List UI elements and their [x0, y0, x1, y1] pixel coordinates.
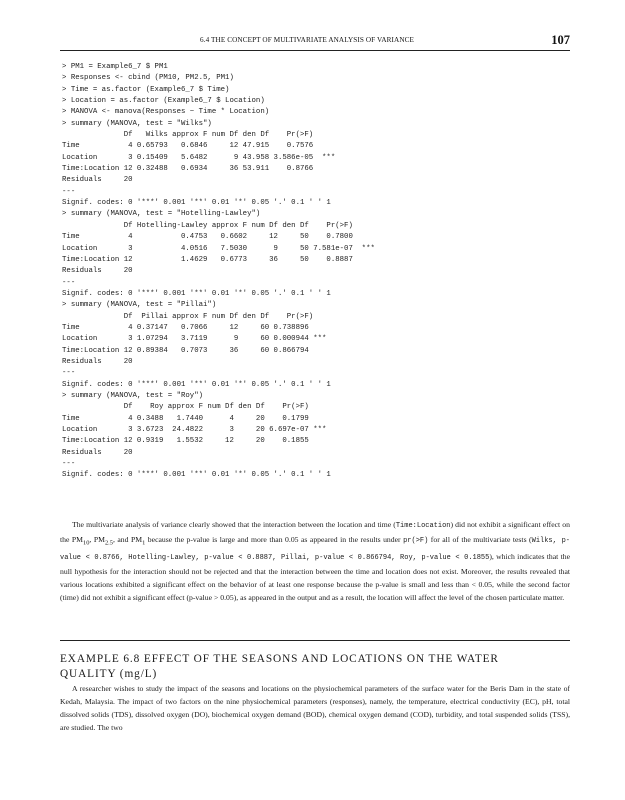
code-line: > Location = as.factor (Example6_7 $ Location)	[62, 97, 265, 106]
code-line: Time:Location 12 0.89384 0.7073 36 60 0.866794	[62, 346, 309, 355]
code-line: Time 4 0.3488 1.7440 4 20 0.1799	[62, 414, 309, 423]
page-number: 107	[551, 33, 570, 47]
code-line: Residuals 20	[62, 176, 133, 185]
code-line: ---	[62, 369, 76, 378]
code-line: Location 3 0.15409 5.6482 9 43.958 3.586e-05 ***	[62, 153, 336, 162]
code-line: > summary (MANOVA, test = "Roy")	[62, 391, 204, 400]
code-line: > Responses <- cbind (PM10, PM2.5, PM1)	[62, 74, 234, 83]
code-line: Location 3 1.07294 3.7119 9 60 0.000944 ***	[62, 335, 327, 344]
code-line: Time:Location 12 0.32488 0.6934 36 53.911 0.8766	[62, 165, 314, 174]
code-line: Signif. codes: 0 '***' 0.001 '**' 0.01 '*' 0.05 '.' 0.1 ' ' 1	[62, 289, 331, 298]
example-paragraph: A researcher wishes to study the impact of the seasons and locations on the physiochemical parameters of the surface water for the Beris Dam in the state of Kedah, Malaysia. The impact of two factors on the nine physiochemical parameters (responses), namely, the temperature, electrical conductivity (EC), pH, total dissolved solids (TDS), dissolved oxygen (DO), biochemical oxygen demand (BOD), chemical oxygen demand (COD), turbidity, and total suspended solids (TSS), are studied. The two	[60, 684, 570, 732]
example-heading	[60, 652, 570, 681]
code-line: Signif. codes: 0 '***' 0.001 '**' 0.01 '*' 0.05 '.' 0.1 ' ' 1	[62, 199, 331, 208]
example-heading-line2: QUALITY (mg/L)	[60, 667, 158, 680]
code-line: Residuals 20	[62, 357, 133, 366]
discussion-paragraph: The multivariate analysis of variance clearly showed that the interaction between the location and time (Time:Location) did not exhibit a significant effect on the $PM_{10}$, $PM_{2.5}$, and $PM_1$ because the p-value is large and more than 0.05 as appeared in the results under pr(>F) for all of the multivariate tests (Wilks, p-value < 0.8766, Hotelling-Lawley, p-value < 0.8887, Pillai, p-value < 0.866794, Roy, p-value < 0.1855), which indicates that the null hypothesis for the interaction should not be rejected and that the interaction between the time and location does not exist. Moreover, the results revealed that various locations exhibited a significant effect on the behavior of at least one response because the p-value is small and less than < 0.05, while the second factor (time) did not exhibit a significant effect (p-value > 0.05), as appeared in the output and as a result, the location will affect the level of the chosen particulate matter.	[60, 520, 571, 602]
code-line: > summary (MANOVA, test = "Hotelling-Lawley")	[62, 210, 261, 219]
page-header	[60, 33, 570, 49]
code-line: ---	[62, 460, 76, 469]
r-code-output	[62, 62, 572, 482]
code-line: Time 4 0.37147 0.7066 12 60 0.738896	[62, 323, 309, 332]
code-line: > Time = as.factor (Example6_7 $ Time)	[62, 85, 230, 94]
code-line: Df Hotelling-Lawley approx F num Df den Df Pr(>F)	[62, 221, 353, 230]
code-line: Df Wilks approx F num Df den Df Pr(>F)	[62, 131, 314, 140]
code-line: ---	[62, 187, 76, 196]
section-rule	[60, 640, 570, 641]
code-line: Time:Location 12 1.4629 0.6773 36 50 0.8887	[62, 255, 353, 264]
example-heading-line1: EXAMPLE 6.8 EFFECT OF THE SEASONS AND LOCATIONS ON THE WATER	[60, 653, 499, 665]
code-line: Signif. codes: 0 '***' 0.001 '**' 0.01 '*' 0.05 '.' 0.1 ' ' 1	[62, 471, 331, 480]
code-line: Df Pillai approx F num Df den Df Pr(>F)	[62, 312, 314, 321]
code-line: Time:Location 12 0.9319 1.5532 12 20 0.1855	[62, 437, 309, 446]
code-line: Df Roy approx F num Df den Df Pr(>F)	[62, 403, 309, 412]
code-line: Time 4 0.4753 0.6602 12 50 0.7800	[62, 233, 353, 242]
code-line: Residuals 20	[62, 267, 133, 276]
code-line: ---	[62, 278, 76, 287]
running-title: 6.4 THE CONCEPT OF MULTIVARIATE ANALYSIS OF VARIANCE	[200, 36, 415, 44]
code-line: Residuals 20	[62, 448, 133, 457]
code-line: Location 3 4.0516 7.5030 9 50 7.581e-07 ***	[62, 244, 375, 253]
code-line: Location 3 3.6723 24.4822 3 20 6.697e-07 ***	[62, 426, 327, 434]
code-line: Signif. codes: 0 '***' 0.001 '**' 0.01 '*' 0.05 '.' 0.1 ' ' 1	[62, 380, 331, 389]
code-line: Time 4 0.65793 0.6846 12 47.915 0.7576	[62, 142, 314, 151]
code-line: > PM1 = Example6_7 $ PM1	[62, 63, 168, 71]
code-line: > summary (MANOVA, test = "Wilks")	[62, 119, 212, 128]
header-rule	[60, 50, 570, 51]
code-line: > MANOVA <- manova(Responses ~ Time * Location)	[62, 108, 270, 117]
code-line: > summary (MANOVA, test = "Pillai")	[62, 301, 217, 310]
